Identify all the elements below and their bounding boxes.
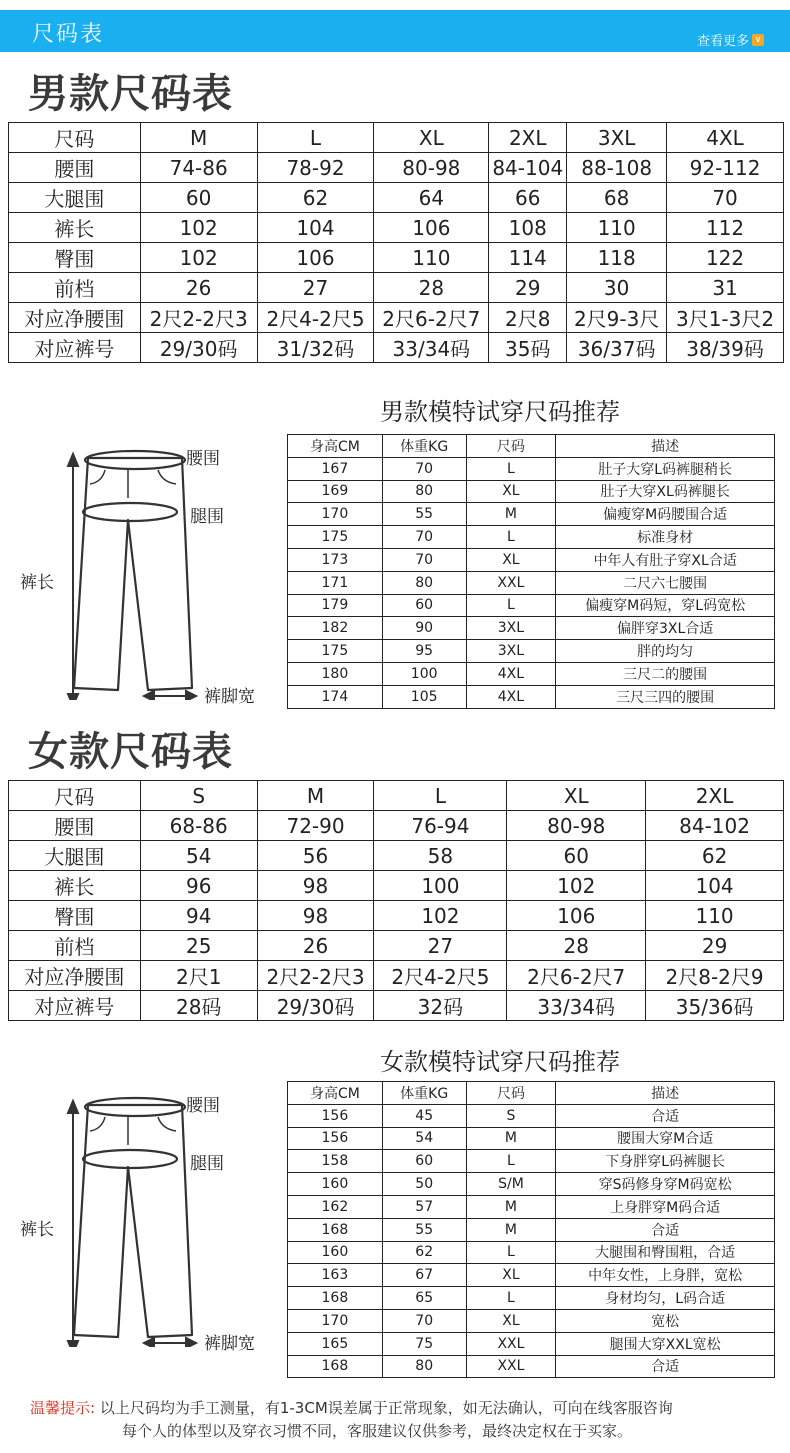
- table-cell: XL: [466, 1264, 556, 1287]
- table-cell: 大腿围和臀围粗，合适: [556, 1241, 775, 1264]
- table-cell: 宽松: [556, 1309, 775, 1332]
- table-row: [9, 841, 784, 871]
- table-cell: 27: [374, 931, 507, 961]
- table-row: [288, 617, 775, 640]
- table-cell: 3XL: [466, 640, 556, 663]
- table-cell: 84-102: [646, 811, 784, 841]
- table-cell: S: [140, 781, 257, 811]
- table-cell: 偏瘦穿M码腰围合适: [556, 503, 775, 526]
- table-cell: 4XL: [466, 685, 556, 708]
- table-row: [9, 991, 784, 1021]
- header-bar: [0, 10, 790, 52]
- table-cell: 2尺8-2尺9: [646, 961, 784, 991]
- table-cell: 尺码: [9, 781, 141, 811]
- table-cell: XXL: [466, 1332, 556, 1355]
- diagram-thigh-label: 腿围: [190, 1154, 224, 1174]
- table-row: [288, 457, 775, 480]
- table-cell: 对应净腰围: [9, 303, 141, 333]
- footer-line-1: 以上尺码均为手工测量，有1-3CM误差属于正常现象，如无法确认，可向在线客服咨询: [99, 1399, 673, 1417]
- table-cell: 28码: [140, 991, 257, 1021]
- table-row: [288, 1264, 775, 1287]
- table-cell: 2尺4-2尺5: [257, 303, 374, 333]
- table-cell: 74-86: [140, 153, 257, 183]
- table-cell: 68: [567, 183, 667, 213]
- table-cell: 2尺6-2尺7: [374, 303, 489, 333]
- table-cell: 3XL: [567, 123, 667, 153]
- table-cell: 102: [140, 243, 257, 273]
- table-cell: 160: [288, 1241, 383, 1264]
- table-row: [9, 961, 784, 991]
- table-cell: 173: [288, 548, 383, 571]
- table-row: [9, 931, 784, 961]
- table-cell: 104: [646, 871, 784, 901]
- table-cell: M: [140, 123, 257, 153]
- table-cell: M: [466, 1218, 556, 1241]
- table-row: [288, 685, 775, 708]
- table-cell: M: [466, 503, 556, 526]
- table-cell: 112: [667, 213, 784, 243]
- table-cell: 31/32码: [257, 333, 374, 363]
- table-row: [288, 480, 775, 503]
- table-cell: 175: [288, 526, 383, 549]
- table-cell: 165: [288, 1332, 383, 1355]
- table-cell: 106: [507, 901, 646, 931]
- table-cell: L: [466, 1150, 556, 1173]
- table-cell: 中年女性，上身胖，宽松: [556, 1264, 775, 1287]
- table-row: [9, 811, 784, 841]
- table-header-row: [288, 435, 775, 458]
- table-cell: 26: [140, 273, 257, 303]
- table-cell: 对应裤号: [9, 991, 141, 1021]
- table-cell: 171: [288, 571, 383, 594]
- table-row: [288, 571, 775, 594]
- table-cell: 臀围: [9, 243, 141, 273]
- table-cell: 臀围: [9, 901, 141, 931]
- diagram-length-label: 裤长: [20, 573, 54, 593]
- table-cell: 合适: [556, 1104, 775, 1127]
- table-cell: 106: [257, 243, 374, 273]
- table-cell: 110: [646, 901, 784, 931]
- table-cell: 28: [507, 931, 646, 961]
- diagram-hem-label: 裤脚宽: [204, 1334, 255, 1354]
- table-cell: 28: [374, 273, 489, 303]
- table-cell: 80: [382, 1355, 466, 1378]
- table-row: [9, 871, 784, 901]
- table-cell: 2尺2-2尺3: [140, 303, 257, 333]
- table-cell: 67: [382, 1264, 466, 1287]
- table-cell: 174: [288, 685, 383, 708]
- table-cell: 62: [646, 841, 784, 871]
- table-cell: 25: [140, 931, 257, 961]
- table-cell: 76-94: [374, 811, 507, 841]
- men-section-title: 男款尺码表: [28, 71, 233, 117]
- table-cell: XL: [466, 548, 556, 571]
- table-cell: 对应净腰围: [9, 961, 141, 991]
- table-cell: 29: [489, 273, 567, 303]
- table-cell: 105: [382, 685, 466, 708]
- table-cell: 肚子大穿XL码裤腿长: [556, 480, 775, 503]
- table-cell: 70: [382, 526, 466, 549]
- table-cell: 58: [374, 841, 507, 871]
- table-cell: 35码: [489, 333, 567, 363]
- table-cell: L: [466, 1241, 556, 1264]
- table-cell: 腰围: [9, 153, 141, 183]
- table-cell: 合适: [556, 1355, 775, 1378]
- table-cell: 3尺1-3尺2: [667, 303, 784, 333]
- diagram-hem-label: 裤脚宽: [204, 687, 255, 707]
- table-row: [9, 153, 784, 183]
- table-cell: 54: [140, 841, 257, 871]
- table-cell: M: [466, 1195, 556, 1218]
- footer-warn-label: 温馨提示:: [30, 1399, 96, 1417]
- table-cell: M: [466, 1127, 556, 1150]
- table-cell: L: [466, 526, 556, 549]
- table-cell: 36/37码: [567, 333, 667, 363]
- table-cell: 2尺1: [140, 961, 257, 991]
- table-cell: 60: [507, 841, 646, 871]
- table-cell: 102: [140, 213, 257, 243]
- table-cell: 80: [382, 571, 466, 594]
- table-cell: 29/30码: [140, 333, 257, 363]
- table-cell: 2XL: [646, 781, 784, 811]
- table-cell: 2尺6-2尺7: [507, 961, 646, 991]
- table-row: [9, 901, 784, 931]
- table-row: [9, 781, 784, 811]
- table-cell: 98: [257, 901, 374, 931]
- table-row: [9, 273, 784, 303]
- table-cell: L: [466, 1287, 556, 1310]
- table-cell: 4XL: [466, 662, 556, 685]
- table-cell: 尺码: [466, 1082, 556, 1105]
- table-cell: 标准身材: [556, 526, 775, 549]
- table-cell: 175: [288, 640, 383, 663]
- men-pants-diagram: [10, 430, 280, 707]
- table-cell: 104: [257, 213, 374, 243]
- table-row: [9, 333, 784, 363]
- table-cell: XL: [466, 1309, 556, 1332]
- table-cell: 96: [140, 871, 257, 901]
- table-cell: 腰围: [9, 811, 141, 841]
- table-cell: 29: [646, 931, 784, 961]
- table-cell: 88-108: [567, 153, 667, 183]
- diagram-thigh-label: 腿围: [190, 507, 224, 527]
- table-cell: 160: [288, 1173, 383, 1196]
- chevron-down-icon: ∨: [752, 34, 764, 46]
- table-cell: 三尺三四的腰围: [556, 685, 775, 708]
- table-cell: XL: [507, 781, 646, 811]
- table-cell: 中年人有肚子穿XL合适: [556, 548, 775, 571]
- table-cell: 体重KG: [382, 435, 466, 458]
- table-row: [288, 640, 775, 663]
- table-row: [288, 503, 775, 526]
- table-cell: XXL: [466, 1355, 556, 1378]
- table-cell: 68-86: [140, 811, 257, 841]
- table-cell: 70: [382, 457, 466, 480]
- table-row: [288, 1104, 775, 1127]
- table-cell: 上身胖穿M码合适: [556, 1195, 775, 1218]
- men-rec-table: [287, 434, 775, 709]
- men-size-table: [8, 122, 784, 363]
- table-cell: 80: [382, 480, 466, 503]
- table-cell: 身材均匀，L码合适: [556, 1287, 775, 1310]
- table-cell: 31: [667, 273, 784, 303]
- table-cell: L: [257, 123, 374, 153]
- table-cell: S/M: [466, 1173, 556, 1196]
- table-cell: 102: [374, 901, 507, 931]
- table-cell: 169: [288, 480, 383, 503]
- table-cell: 168: [288, 1218, 383, 1241]
- table-cell: XXL: [466, 571, 556, 594]
- view-more-link[interactable]: [697, 30, 764, 49]
- table-cell: 158: [288, 1150, 383, 1173]
- table-cell: 大腿围: [9, 183, 141, 213]
- table-cell: 110: [374, 243, 489, 273]
- table-row: [9, 303, 784, 333]
- table-cell: 100: [374, 871, 507, 901]
- table-cell: 55: [382, 503, 466, 526]
- table-cell: 182: [288, 617, 383, 640]
- diagram-waist-label: 腰围: [186, 449, 220, 469]
- table-cell: 大腿围: [9, 841, 141, 871]
- table-cell: 合适: [556, 1218, 775, 1241]
- table-cell: 60: [382, 594, 466, 617]
- table-cell: 3XL: [466, 617, 556, 640]
- table-cell: 32码: [374, 991, 507, 1021]
- table-cell: 66: [489, 183, 567, 213]
- table-cell: 163: [288, 1264, 383, 1287]
- table-cell: 118: [567, 243, 667, 273]
- table-cell: 三尺二的腰围: [556, 662, 775, 685]
- table-cell: 64: [374, 183, 489, 213]
- table-cell: 72-90: [257, 811, 374, 841]
- table-cell: 170: [288, 503, 383, 526]
- pants-icon: [10, 1077, 210, 1347]
- footer-note: [30, 1397, 780, 1443]
- table-cell: 身高CM: [288, 1082, 383, 1105]
- table-cell: 78-92: [257, 153, 374, 183]
- table-cell: 体重KG: [382, 1082, 466, 1105]
- table-cell: L: [466, 457, 556, 480]
- table-cell: 108: [489, 213, 567, 243]
- table-cell: 29/30码: [257, 991, 374, 1021]
- table-cell: 56: [257, 841, 374, 871]
- table-cell: 裤长: [9, 871, 141, 901]
- table-cell: 60: [140, 183, 257, 213]
- table-cell: 114: [489, 243, 567, 273]
- table-row: [288, 594, 775, 617]
- table-row: [9, 123, 784, 153]
- table-cell: 33/34码: [507, 991, 646, 1021]
- table-cell: 肚子大穿L码裤腿稍长: [556, 457, 775, 480]
- table-cell: 腰围大穿M合适: [556, 1127, 775, 1150]
- table-cell: L: [466, 594, 556, 617]
- table-cell: XL: [466, 480, 556, 503]
- table-cell: 描述: [556, 1082, 775, 1105]
- table-cell: 54: [382, 1127, 466, 1150]
- table-cell: 62: [382, 1241, 466, 1264]
- table-cell: 70: [382, 548, 466, 571]
- table-cell: 偏胖穿3XL合适: [556, 617, 775, 640]
- table-cell: 对应裤号: [9, 333, 141, 363]
- table-cell: 尺码: [9, 123, 141, 153]
- table-row: [9, 243, 784, 273]
- table-cell: 170: [288, 1309, 383, 1332]
- table-cell: 裤长: [9, 213, 141, 243]
- table-cell: 179: [288, 594, 383, 617]
- table-row: [9, 183, 784, 213]
- table-cell: S: [466, 1104, 556, 1127]
- table-cell: 描述: [556, 435, 775, 458]
- table-cell: 45: [382, 1104, 466, 1127]
- table-cell: 168: [288, 1355, 383, 1378]
- women-pants-diagram: [10, 1077, 280, 1354]
- footer-line-2: 每个人的体型以及穿衣习惯不同，客服建议仅供参考，最终决定权在于买家。: [122, 1422, 633, 1440]
- table-cell: 102: [507, 871, 646, 901]
- diagram-length-label: 裤长: [20, 1220, 54, 1240]
- table-row: [288, 526, 775, 549]
- table-cell: 180: [288, 662, 383, 685]
- table-cell: 57: [382, 1195, 466, 1218]
- table-cell: 50: [382, 1173, 466, 1196]
- table-cell: 55: [382, 1218, 466, 1241]
- table-row: [9, 213, 784, 243]
- table-cell: 偏瘦穿M码短，穿L码宽松: [556, 594, 775, 617]
- table-cell: 80-98: [507, 811, 646, 841]
- table-cell: 70: [667, 183, 784, 213]
- table-cell: 65: [382, 1287, 466, 1310]
- men-rec-title: 男款模特试穿尺码推荐: [380, 398, 620, 426]
- table-cell: 前档: [9, 931, 141, 961]
- table-cell: 168: [288, 1287, 383, 1310]
- table-cell: 二尺六七腰围: [556, 571, 775, 594]
- women-rec-title: 女款模特试穿尺码推荐: [380, 1048, 620, 1076]
- table-cell: XL: [374, 123, 489, 153]
- table-cell: 84-104: [489, 153, 567, 183]
- table-row: [288, 1195, 775, 1218]
- table-cell: 35/36码: [646, 991, 784, 1021]
- table-cell: 前档: [9, 273, 141, 303]
- table-cell: 80-98: [374, 153, 489, 183]
- table-cell: L: [374, 781, 507, 811]
- table-row: [288, 1287, 775, 1310]
- table-cell: 26: [257, 931, 374, 961]
- table-row: [288, 1355, 775, 1378]
- table-cell: 腿围大穿XXL宽松: [556, 1332, 775, 1355]
- women-section-title: 女款尺码表: [28, 729, 233, 775]
- table-cell: M: [257, 781, 374, 811]
- women-rec-table: [287, 1081, 775, 1378]
- table-cell: 156: [288, 1127, 383, 1150]
- table-cell: 90: [382, 617, 466, 640]
- table-cell: 106: [374, 213, 489, 243]
- table-cell: 尺码: [466, 435, 556, 458]
- table-cell: 下身胖穿L码裤腿长: [556, 1150, 775, 1173]
- table-row: [288, 1127, 775, 1150]
- header-title: 尺码表: [32, 22, 105, 47]
- table-cell: 100: [382, 662, 466, 685]
- table-cell: 70: [382, 1309, 466, 1332]
- table-cell: 身高CM: [288, 435, 383, 458]
- table-cell: 2尺2-2尺3: [257, 961, 374, 991]
- table-cell: 27: [257, 273, 374, 303]
- table-row: [288, 1173, 775, 1196]
- table-cell: 2XL: [489, 123, 567, 153]
- table-cell: 30: [567, 273, 667, 303]
- table-cell: 4XL: [667, 123, 784, 153]
- table-row: [288, 548, 775, 571]
- table-cell: 110: [567, 213, 667, 243]
- table-cell: 98: [257, 871, 374, 901]
- table-row: [288, 1150, 775, 1173]
- table-cell: 38/39码: [667, 333, 784, 363]
- table-cell: 33/34码: [374, 333, 489, 363]
- table-row: [288, 1241, 775, 1264]
- diagram-waist-label: 腰围: [186, 1096, 220, 1116]
- table-cell: 胖的均匀: [556, 640, 775, 663]
- table-header-row: [288, 1082, 775, 1105]
- table-cell: 75: [382, 1332, 466, 1355]
- table-cell: 167: [288, 457, 383, 480]
- table-cell: 2尺9-3尺: [567, 303, 667, 333]
- view-more-label: 查看更多: [696, 34, 749, 49]
- table-cell: 2尺8: [489, 303, 567, 333]
- table-row: [288, 1332, 775, 1355]
- table-row: [288, 662, 775, 685]
- table-row: [288, 1218, 775, 1241]
- women-size-table: [8, 780, 784, 1021]
- table-cell: 92-112: [667, 153, 784, 183]
- table-cell: 95: [382, 640, 466, 663]
- table-cell: 122: [667, 243, 784, 273]
- table-cell: 62: [257, 183, 374, 213]
- table-cell: 162: [288, 1195, 383, 1218]
- table-row: [288, 1309, 775, 1332]
- table-cell: 156: [288, 1104, 383, 1127]
- table-cell: 94: [140, 901, 257, 931]
- table-cell: 60: [382, 1150, 466, 1173]
- table-cell: 穿S码修身穿M码宽松: [556, 1173, 775, 1196]
- table-cell: 2尺4-2尺5: [374, 961, 507, 991]
- pants-icon: [10, 430, 210, 700]
